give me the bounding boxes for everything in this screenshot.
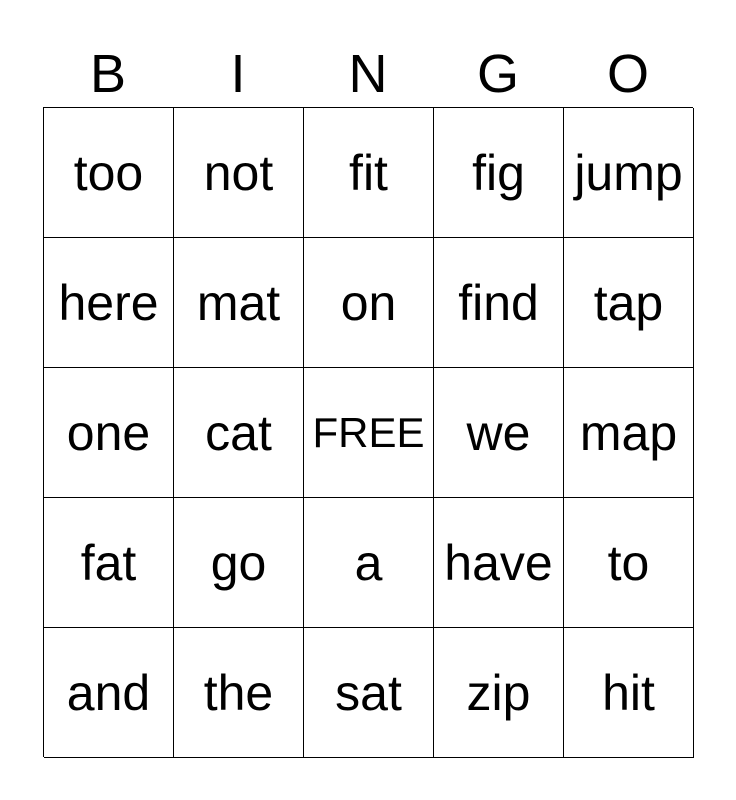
bingo-cell[interactable]: one xyxy=(44,368,174,498)
bingo-cell[interactable]: to xyxy=(564,498,694,628)
bingo-cell[interactable]: a xyxy=(304,498,434,628)
bingo-cell[interactable]: zip xyxy=(434,628,564,758)
bingo-cell[interactable]: hit xyxy=(564,628,694,758)
bingo-cell[interactable]: jump xyxy=(564,108,694,238)
bingo-header xyxy=(43,42,693,106)
bingo-cell[interactable]: the xyxy=(174,628,304,758)
bingo-cell[interactable]: find xyxy=(434,238,564,368)
header-letter-g: G xyxy=(476,44,519,104)
bingo-cell[interactable]: too xyxy=(44,108,174,238)
bingo-cell[interactable]: cat xyxy=(174,368,304,498)
bingo-cell[interactable]: mat xyxy=(174,238,304,368)
bingo-cell[interactable]: fat xyxy=(44,498,174,628)
bingo-cell[interactable]: we xyxy=(434,368,564,498)
bingo-cell[interactable]: tap xyxy=(564,238,694,368)
bingo-cell[interactable]: on xyxy=(304,238,434,368)
bingo-cell[interactable]: and xyxy=(44,628,174,758)
header-letter-b: B xyxy=(89,44,127,104)
bingo-cell[interactable]: sat xyxy=(304,628,434,758)
bingo-cell[interactable]: have xyxy=(434,498,564,628)
bingo-cell[interactable]: fig xyxy=(434,108,564,238)
bingo-cell[interactable]: map xyxy=(564,368,694,498)
bingo-cell[interactable]: fit xyxy=(304,108,434,238)
header-letter-o: O xyxy=(606,44,649,104)
bingo-cell[interactable]: here xyxy=(44,238,174,368)
bingo-cell[interactable]: not xyxy=(174,108,304,238)
free-space-cell[interactable]: FREE xyxy=(304,368,434,498)
header-letter-i: I xyxy=(230,44,246,104)
bingo-cell[interactable]: go xyxy=(174,498,304,628)
header-letter-n: N xyxy=(348,44,388,104)
bingo-card xyxy=(43,107,693,757)
